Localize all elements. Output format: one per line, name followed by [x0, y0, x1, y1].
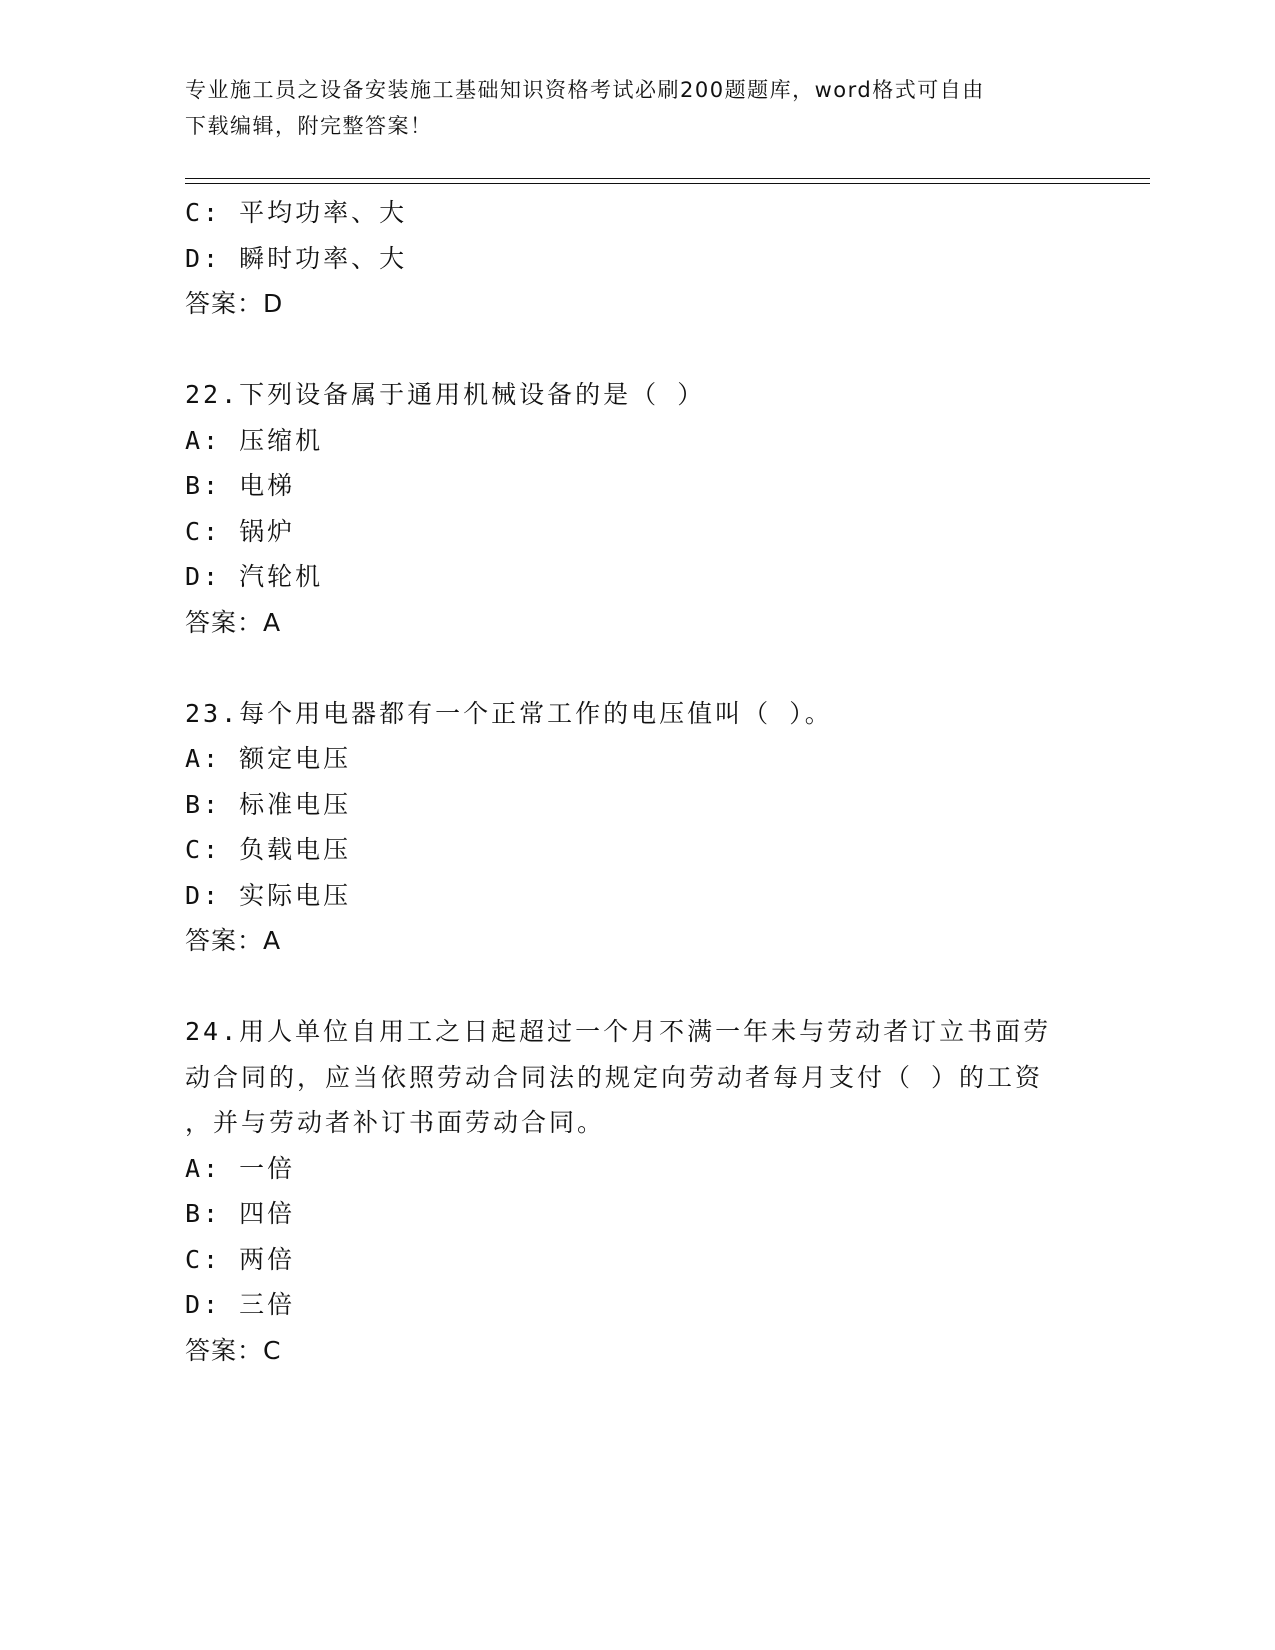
answer-line: 答案：A [185, 926, 282, 955]
question-list [185, 190, 1085, 1373]
question-text-line-3: ，并与劳动者补订书面劳动合同。 [185, 1108, 606, 1137]
prev-question [185, 190, 1085, 327]
option-c: C: 锅炉 [185, 516, 296, 546]
option-b: B: 四倍 [185, 1199, 296, 1228]
question-text-line-1: 24.用人单位自用工之日起超过一个月不满一年未与劳动者订立书面劳 [185, 1017, 1052, 1046]
question-22 [185, 372, 1085, 645]
option-c: C: 负载电压 [185, 835, 352, 864]
question-23 [185, 691, 1085, 964]
option-b: B: 标准电压 [185, 789, 352, 819]
answer-line: 答案：D [185, 289, 284, 318]
header-title-line-2: 下载编辑，附完整答案！ [185, 114, 433, 138]
option-c: C: 平均功率、大 [185, 198, 408, 227]
option-a: A: 压缩机 [185, 425, 324, 455]
option-d: D: 三倍 [185, 1290, 296, 1319]
header-title-line-1: 专业施工员之设备安装施工基础知识资格考试必刷200题题库，word格式可自由 [185, 78, 985, 102]
option-c: C: 两倍 [185, 1244, 296, 1274]
answer-line: 答案：A [185, 607, 282, 637]
header-divider-bottom [185, 183, 1150, 184]
header-divider-top [185, 178, 1150, 179]
option-b: B: 电梯 [185, 471, 296, 500]
option-a: A: 额定电压 [185, 744, 352, 773]
question-24 [185, 1009, 1085, 1373]
option-d: D: 瞬时功率、大 [185, 243, 408, 273]
option-d: D: 实际电压 [185, 880, 352, 910]
document-header [185, 72, 1065, 144]
option-a: A: 一倍 [185, 1153, 296, 1183]
answer-line: 答案：C [185, 1335, 282, 1365]
question-text: 23.每个用电器都有一个正常工作的电压值叫（ ）。 [185, 698, 833, 728]
question-text: 22.下列设备属于通用机械设备的是（ ） [185, 380, 706, 409]
option-d: D: 汽轮机 [185, 562, 324, 591]
question-text-line-2: 动合同的，应当依照劳动合同法的规定向劳动者每月支付（ ）的工资 [185, 1062, 1044, 1092]
